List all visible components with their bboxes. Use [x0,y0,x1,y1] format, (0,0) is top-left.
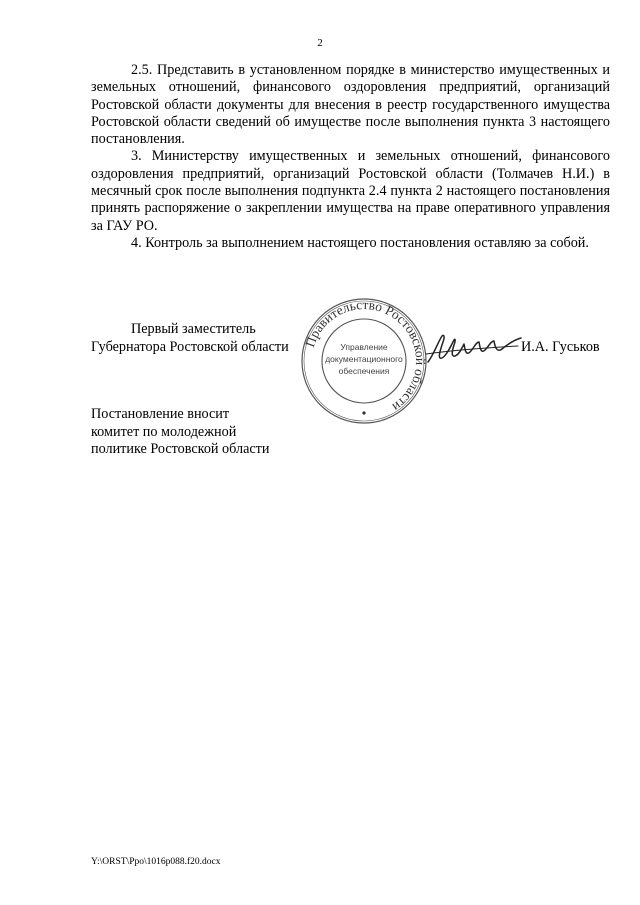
paragraph-3: 3. Министерству имущественных и земельных отношений, финансового оздоровления предприятий, организаций Ростовской области (Толмачев Н.И.) в месячный срок после выполнения подпункта 2.4 пункта 2 настоящего постановления принять распоряжение о закреплении имущества на праве оперативного управления за ГАУ РО. [91,148,610,234]
signer-title [91,321,289,356]
footer-file-path: Y:\ORST\Ppo\1016p088.f20.docx [91,857,221,867]
submitter-line2: комитет по молодежной [91,423,237,440]
seal-inner-line3: обеспечения [338,366,390,376]
seal-star-dot [362,411,365,414]
submitter-note [91,406,269,459]
signer-title-line2: Губернатора Ростовской области [91,338,289,355]
official-seal-stamp [299,296,429,426]
submitter-line3: политике Ростовской области [91,441,270,457]
paragraph-4: 4. Контроль за выполнением настоящего постановления оставляю за собой. [131,234,589,251]
submitter-line1: Постановление вносит [91,406,230,422]
paragraph-2-5: 2.5. Представить в установленном порядке в министерство имущественных и земельных отношений, финансового оздоровления предприятий, организаций Ростовской области документы для внесения в реестр государственного имущества Ростовской области сведений об имуществе после выполнения пункта 3 настоящего постановления. [91,62,610,148]
signer-title-line1: Первый заместитель [131,321,256,337]
handwritten-signature [424,328,524,370]
seal-inner-line1: Управление [340,342,388,352]
seal-inner-line2: документационного [325,354,403,364]
signer-name: И.А. Гуськов [521,339,600,355]
seal-outer-text: Правительство Ростовской области [302,296,429,416]
body-text [91,62,610,252]
page-number: 2 [317,37,323,49]
